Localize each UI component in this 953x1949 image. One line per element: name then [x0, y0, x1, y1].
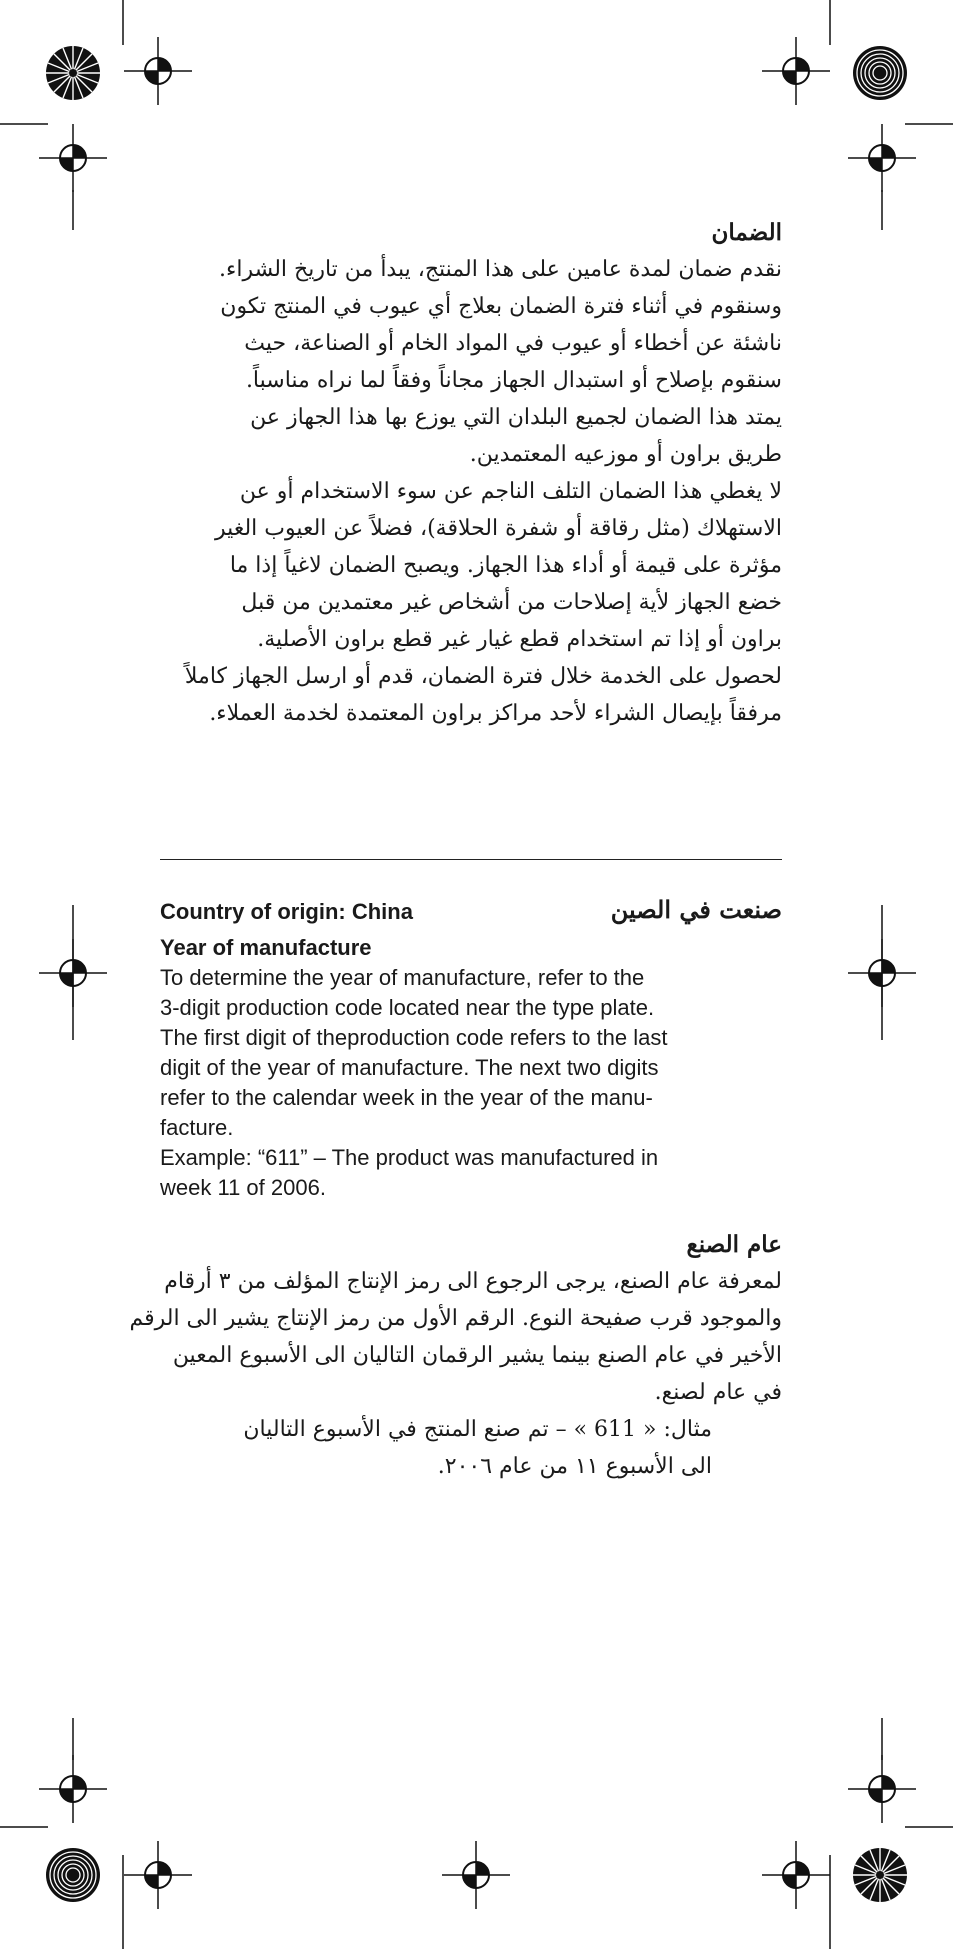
warranty-section-arabic [185, 214, 782, 732]
year-line-english: facture. [160, 1115, 234, 1140]
warranty-line: مرفقاً بإيصال الشراء لأحد مراكز براون المعتمدة لخدمة العملاء. [209, 701, 782, 726]
year-line-arabic: الى الأسبوع ١١ من عام ٢٠٠٦. [437, 1454, 712, 1479]
warranty-line: ناشئة عن أخطاء أو عيوب في المواد الخام أو الصناعة، حيث [244, 331, 782, 356]
year-line-english: The first digit of theproduction code refers to the last [160, 1025, 668, 1050]
warranty-line: وسنقوم في أثناء فترة الضمان بعلاج أي عيوب في المنتج تكون [220, 294, 782, 319]
warranty-line: خضع الجهاز لأية إصلاحات من أشخاص غير معتمدين من قبل [241, 590, 782, 615]
warranty-line: نقدم ضمان لمدة عامين على هذا المنتج، يبدأ من تاريخ الشراء. [219, 257, 782, 282]
year-line-arabic: والموجود قرب صفيحة النوع. الرقم الأول من رمز الإنتاج يشير الى الرقم [129, 1306, 782, 1331]
section-divider [160, 859, 782, 860]
year-line-english: week 11 of 2006. [160, 1175, 326, 1200]
warranty-line: براون أو إذا تم استخدام قطع غيار غير قطع براون الأصلية. [257, 627, 782, 652]
year-line-english: To determine the year of manufacture, refer to the [160, 965, 645, 990]
warranty-line: لا يغطي هذا الضمان التلف الناجم عن سوء الاستخدام أو عن [239, 479, 782, 504]
warranty-line: مؤثرة على قيمة أو أداء هذا الجهاز. ويصبح الضمان لاغياً إذا ما [229, 553, 782, 578]
year-title-english: Year of manufacture [160, 935, 372, 960]
year-line-arabic: في عام لصنع. [654, 1380, 782, 1405]
year-line-english: Example: “611” – The product was manufactured in [160, 1145, 659, 1170]
warranty-line: يمتد هذا الضمان لجميع البلدان التي يوزع بها هذا الجهاز عن [250, 405, 782, 430]
warranty-line: طريق براون أو موزعيه المعتمدين. [469, 442, 782, 467]
year-of-manufacture-english [160, 897, 800, 1203]
year-title-arabic: عام الصنع [686, 1231, 782, 1258]
country-of-origin-arabic: صنعت في الصين [610, 895, 782, 924]
year-line-arabic: لمعرفة عام الصنع، يرجى الرجوع الى رمز الإنتاج المؤلف من ٣ أرقام [164, 1269, 782, 1294]
warranty-line: الاستهلاك (مثل رقاقة أو شفرة الحلاقة)، فضلاً عن العيوب الغير [215, 516, 782, 541]
country-of-origin-english: Country of origin: China [160, 899, 413, 924]
year-line-arabic: الأخير في عام الصنع بينما يشير الرقمان التاليان الى الأسبوع المعين [172, 1343, 782, 1368]
warranty-line: لحصول على الخدمة خلال فترة الضمان، قدم أو ارسل الجهاز كاملاً [184, 664, 782, 689]
year-line-english: 3-digit production code located near the type plate. [160, 995, 655, 1020]
year-line-english: refer to the calendar week in the year of the manu- [160, 1085, 653, 1110]
year-of-manufacture-arabic [129, 1226, 782, 1485]
warranty-title: الضمان [711, 219, 782, 246]
warranty-line: سنقوم بإصلاح أو استبدال الجهاز مجاناً وفقاً لما نراه مناسباً. [245, 368, 782, 393]
year-line-arabic: مثال: « 611 » – تم صنع المنتج في الأسبوع التاليان [243, 1417, 712, 1442]
year-line-english: digit of the year of manufacture. The next two digits [160, 1055, 659, 1080]
